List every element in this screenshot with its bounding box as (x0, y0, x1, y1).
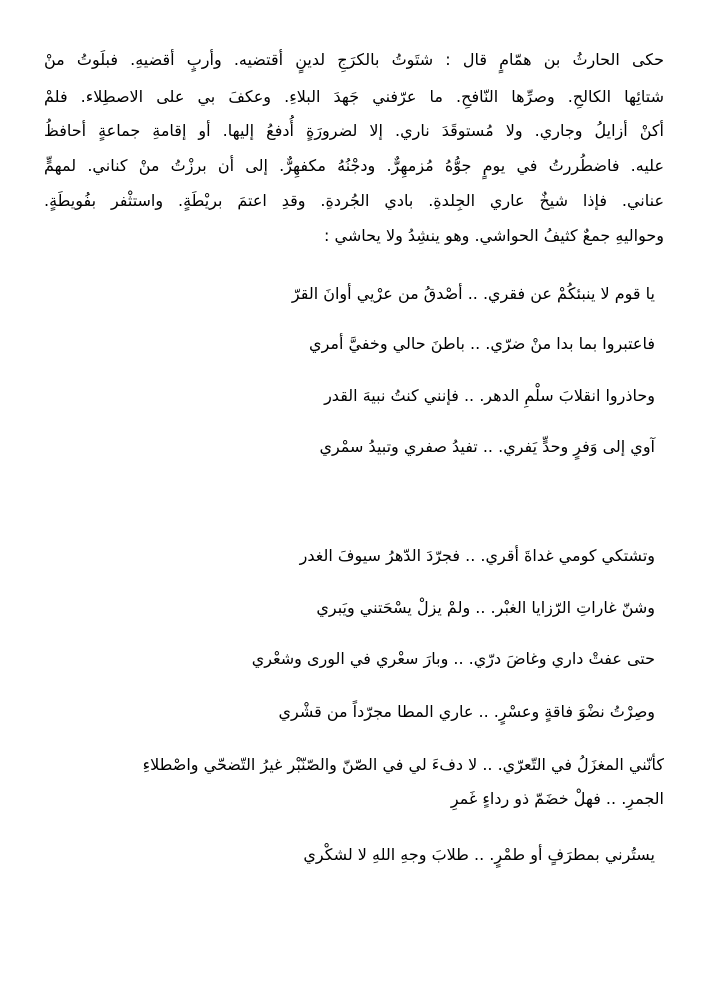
verse-line-4: آوي إلى وَفرٍ وحدٍّ يَفري. .. تفيدُ صفري وتبيدُ سمْري (319, 437, 655, 456)
prose-line-1: حكى الحارثُ بن همّامٍ قال : شتَوتُ بالكرَجِ لدينٍ أقتضيه. وأربٍ أقضيهِ. فبلَوتُ منْ (44, 50, 664, 69)
prose-line-6: وحواليهِ جمعٌ كثيفُ الحواشي. وهو ينشِدُ ولا يحاشي : (324, 226, 664, 245)
verse-line-3: وحاذروا انقلابَ سلْمِ الدهر. .. فإنني كنتُ نبيهَ القدر (324, 386, 655, 405)
verse-line-8: وصِرْتُ نضْوَ فاقةٍ وعسْرٍ. .. عاري المطا مجرّداً من قشْري (278, 702, 655, 721)
verse-line-11: يستُرني بمطرَفٍ أو طمْرٍ. .. طلابَ وجهِ اللهِ لا لشكْري (303, 845, 655, 864)
verse-line-10: الجمرِ. .. فهلْ خضَمّ ذو رداءٍ غَمرِ (450, 789, 664, 808)
prose-line-2: شتائِها الكالحِ. وصرِّها النّافحِ. ما عرّفني جَهدَ البلاءِ. وعكفَ بي على الاصطِلاء. فلمْ (44, 87, 664, 106)
verse-line-1: يا قوم لا ينبئكُمْ عن فقري. .. أصْدقُ من عرْيي أوانَ القرّ (291, 284, 655, 303)
verse-line-9: كأنّني المغزَلُ في التّعرّي. .. لا دفءَ لي في الصّنّ والصّنّبْر غيرُ التّضحّي واصْطلاءِ (142, 755, 664, 774)
verse-line-7: حتى عفتْ داري وغاضَ درّي. .. وبارَ سعْري في الورى وشعْري (251, 649, 655, 668)
verse-line-2: فاعتبروا بما بدا منْ ضرّي. .. باطنَ حالي وخفيَّ أمري (309, 334, 655, 353)
prose-line-4: عليه. فاضطُررتُ في يومٍ جوُّهُ مُزمهِرٌّ. ودجْنُهُ مكفهِرٌّ. إلى أن برزْتُ منْ كناني. لمهمٍّ (44, 156, 664, 175)
verse-line-5: وتشتكي كومي غداةَ أقري. .. فجرّدَ الدّهرُ سيوفَ الغدر (299, 546, 655, 565)
prose-line-3: أكنْ أزايلُ وجاري. ولا مُستوقَدَ ناري. إلا لضرورَةٍ أُدفعُ إليها. أو إقامةِ جماعةٍ أحافظُ (44, 121, 664, 140)
prose-line-5: عناني. فإذا شيخٌ عاري الجِلدةِ. بادي الجُردةِ. وقدِ اعتمَ بريْطَةٍ. واستثْفر بفُويطَةٍ. (44, 191, 664, 210)
verse-line-6: وشنّ غاراتِ الرّزايا الغبْر. .. ولمْ يزلْ يسْحَتني ويَبري (316, 598, 655, 617)
